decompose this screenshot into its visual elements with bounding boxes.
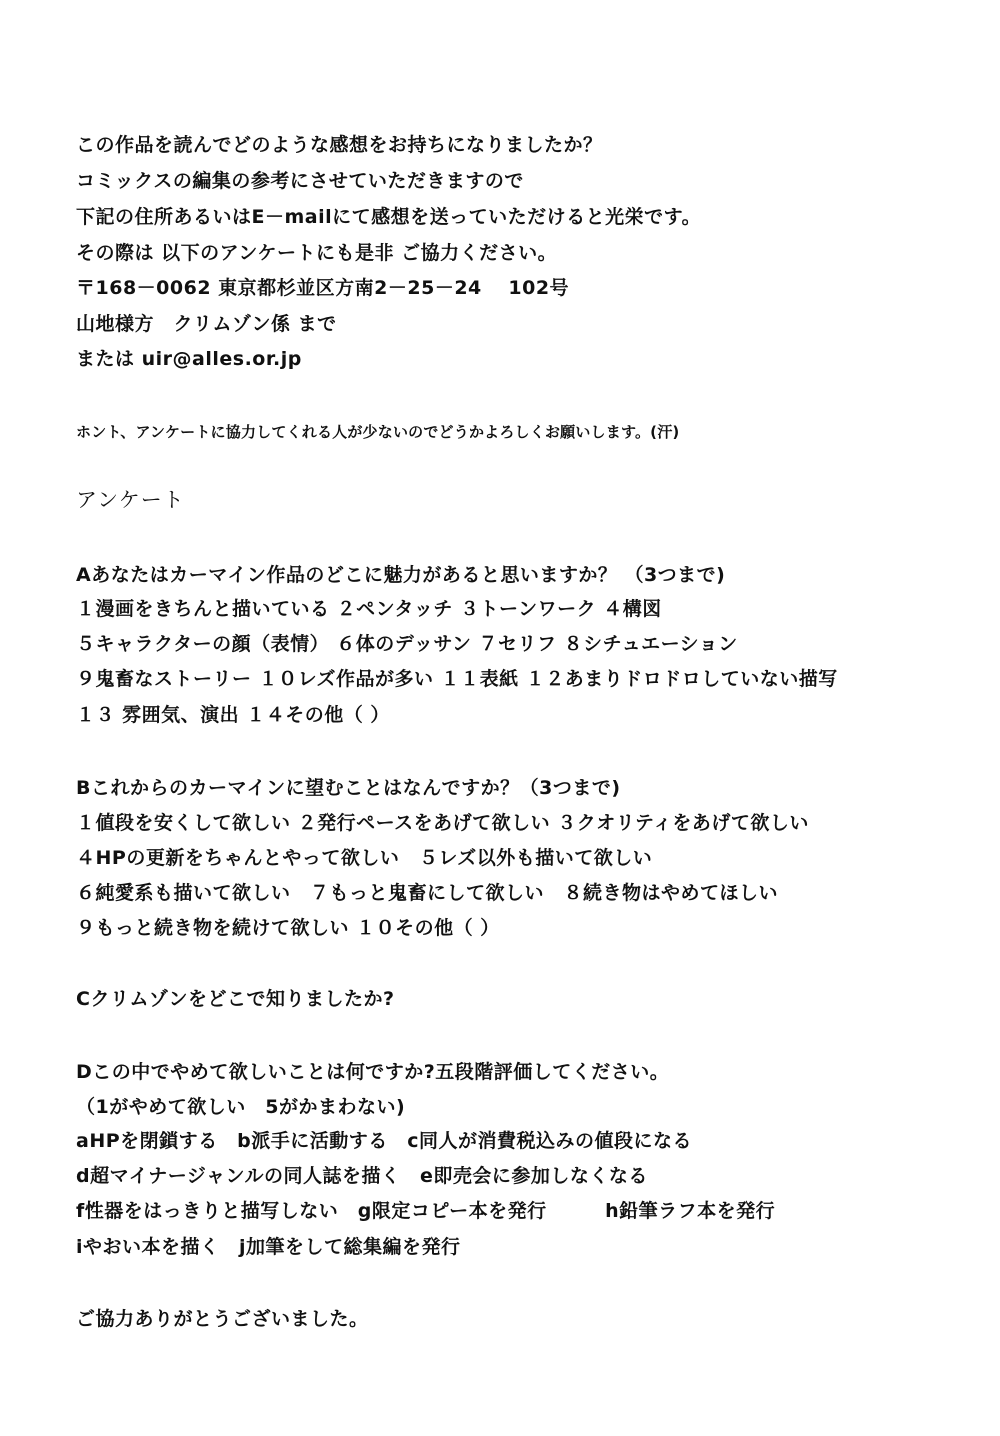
question-d: Dこの中でやめて欲しいことは何ですか?五段階評価してください。: [76, 1061, 670, 1083]
option-d-2: d超マイナージャンルの同人誌を描く e即売会に参加しなくなる: [76, 1165, 648, 1187]
note: ホント、アンケートに協力してくれる人が少ないのでどうかよろしくお願いします。(汗): [76, 423, 680, 441]
option-d-4: iやおい本を描く j加筆をして総集編を発行: [76, 1236, 461, 1258]
postal-address: 〒168－0062 東京都杉並区方南2－25－24 102号: [76, 277, 570, 299]
option-a-2: ５キャラクターの顔（表情） ６体のデッサン ７セリフ ８シチュエーション: [76, 633, 738, 655]
intro-line-3: 下記の住所あるいはE－mailにて感想を送っていただけると光栄です。: [76, 206, 702, 228]
question-a: Aあなたはカーマイン作品のどこに魅力があると思いますか？ （3つまで): [76, 564, 726, 586]
question-b: Bこれからのカーマインに望むことはなんですか？（3つまで): [76, 777, 621, 799]
question-c: Cクリムゾンをどこで知りましたか?: [76, 988, 395, 1010]
option-a-1: １漫画をきちんと描いている ２ペンタッチ ３トーンワーク ４構図: [76, 598, 662, 620]
recipient: 山地様方 クリムゾン係 まで: [76, 313, 337, 335]
intro-line-4: その際は 以下のアンケートにも是非 ご協力ください。: [76, 242, 558, 264]
rating-scale: （1がやめて欲しい 5がかまわない): [76, 1096, 406, 1118]
option-d-1: aHPを閉鎖する b派手に活動する c同人が消費税込みの値段になる: [76, 1130, 693, 1152]
option-d-3: f性器をはっきりと描写しない g限定コピー本を発行 h鉛筆ラフ本を発行: [76, 1200, 776, 1222]
intro-line-2: コミックスの編集の参考にさせていただきますので: [76, 170, 524, 192]
email-line: または uir@alles.or.jp: [76, 348, 302, 370]
option-a-4: １３ 雰囲気、演出 １４その他（ ）: [76, 704, 390, 726]
option-a-3: ９鬼畜なストーリー １０レズ作品が多い １１表紙 １２あまりドロドロしていない描写: [76, 668, 838, 690]
closing: ご協力ありがとうございました。: [76, 1308, 369, 1330]
option-b-2: ４HPの更新をちゃんとやって欲しい ５レズ以外も描いて欲しい: [76, 847, 653, 869]
survey-title: アンケート: [76, 488, 185, 512]
option-b-4: ９もっと続き物を続けて欲しい １０その他（ ）: [76, 917, 500, 939]
intro-line-1: この作品を読んでどのような感想をお持ちになりましたか？: [76, 134, 603, 156]
option-b-3: ６純愛系も描いて欲しい ７もっと鬼畜にして欲しい ８続き物はやめてほしい: [76, 882, 779, 904]
option-b-1: １値段を安くして欲しい ２発行ペースをあげて欲しい ３クオリティをあげて欲しい: [76, 812, 809, 834]
